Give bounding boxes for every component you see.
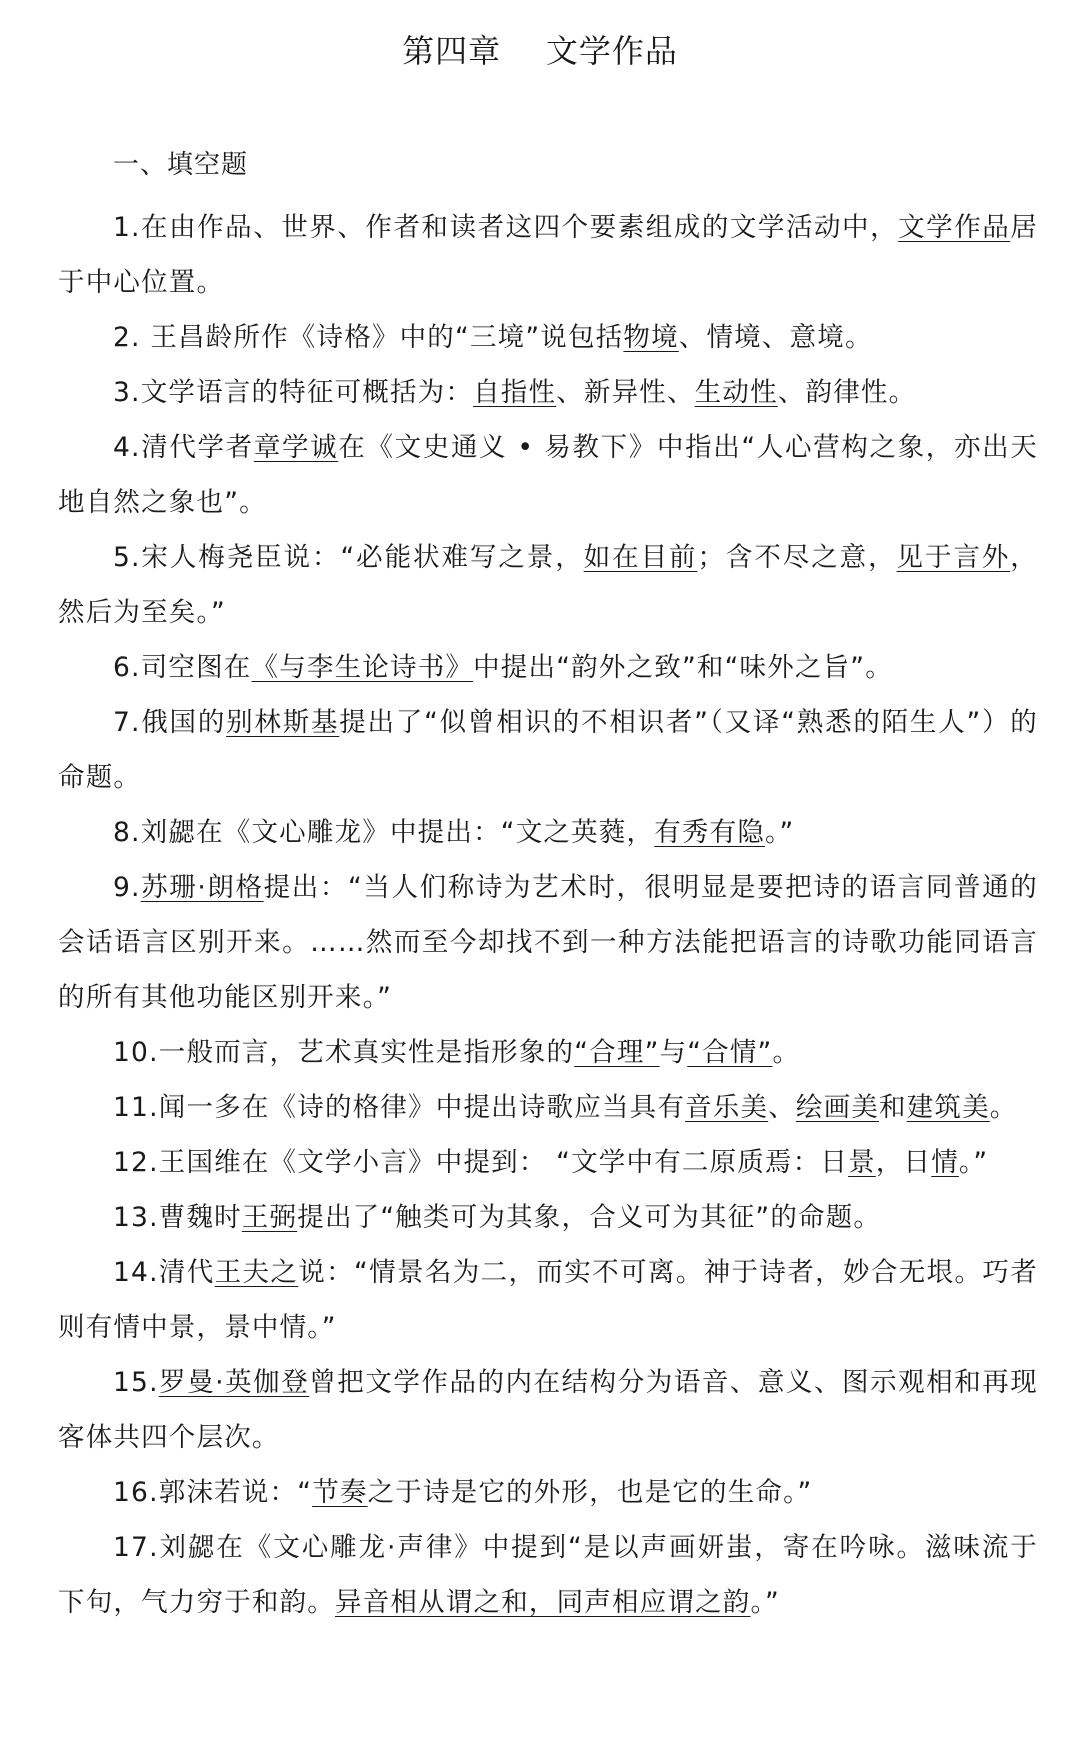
question-text: 提出了“触类可为其象，合义可为其征”的命题。: [297, 1202, 882, 1233]
question-text: 郭沫若说：“: [158, 1477, 313, 1508]
question-item: [58, 805, 1038, 860]
question-list: [58, 200, 1038, 1630]
question-item: [58, 420, 1038, 530]
question-number: 3.: [113, 377, 141, 408]
answer-blank: 苏珊·朗格: [140, 872, 264, 903]
question-number: 17.: [113, 1532, 159, 1563]
question-text: 一般而言，艺术真实性是指形象的: [158, 1037, 575, 1068]
question-text: 清代: [158, 1257, 215, 1288]
question-item: [58, 1190, 1038, 1245]
question-item: [58, 1135, 1038, 1190]
answer-blank: 《与李生论诗书》: [251, 652, 474, 683]
answer-blank: 见于言外: [896, 542, 1011, 573]
question-number: 12.: [113, 1147, 159, 1178]
section-heading: 一、填空题: [113, 150, 249, 180]
answer-blank: 如在目前: [583, 542, 698, 573]
question-number: 11.: [113, 1092, 159, 1123]
question-text: 王国维在《文学小言》中提到： “文学中有二原质焉：日: [158, 1147, 849, 1178]
question-text: ，日: [875, 1147, 932, 1178]
question-text: 文学语言的特征可概括为：: [140, 377, 474, 408]
question-item: [58, 1025, 1038, 1080]
question-number: 14.: [113, 1257, 159, 1288]
question-item: [58, 530, 1038, 640]
question-text: 刘勰在《文心雕龙》中提出：“文之英蕤，: [140, 817, 655, 848]
question-text: 在由作品、世界、作者和读者这四个要素组成的文学活动中，: [140, 212, 899, 243]
question-text: 闻一多在《诗的格律》中提出诗歌应当具有: [158, 1092, 686, 1123]
question-text: 、: [768, 1092, 796, 1123]
question-text: 王昌龄所作《诗格》中的“三境”说包括: [150, 322, 624, 353]
question-text: 、韵律性。: [777, 377, 917, 408]
question-item: [58, 1520, 1038, 1630]
answer-blank: 异音相从谓之和，同声相应谓之韵: [335, 1587, 751, 1618]
question-text: 俄国的: [140, 707, 227, 738]
question-text: 与: [659, 1037, 688, 1068]
question-text: 。”: [958, 1147, 989, 1178]
question-text: 。: [989, 1092, 1018, 1123]
answer-blank: “合理”: [574, 1037, 660, 1068]
question-text: 和: [878, 1092, 907, 1123]
chapter-title: 第四章 文学作品: [402, 32, 678, 70]
question-text: ；含不尽之意，: [697, 542, 897, 573]
question-item: [58, 1355, 1038, 1465]
question-text: ，然后为至矣。”: [58, 542, 1038, 628]
question-item: [58, 640, 1038, 695]
question-text: 、情境、意境。: [678, 322, 873, 353]
answer-blank: 音乐美: [685, 1092, 769, 1123]
question-text: 、新异性、: [556, 377, 695, 408]
answer-blank: 生动性: [694, 377, 778, 408]
question-item: [58, 695, 1038, 805]
answer-blank: 王弼: [241, 1202, 298, 1233]
answer-blank: 情: [931, 1147, 959, 1178]
question-text: 清代学者: [140, 432, 254, 463]
question-number: 5.: [113, 542, 141, 573]
answer-blank: 物境: [623, 322, 679, 353]
question-item: [58, 1465, 1038, 1520]
question-text: 中提出“韵外之致”和“味外之旨”。: [473, 652, 893, 683]
question-text: 曾把文学作品的内在结构分为语音、意义、图示观相和再现客体共四个层次。: [58, 1367, 1038, 1453]
question-text: 刘勰在《文心雕龙·声律》中提到“是以声画妍蚩，寄在吟咏。滋味流于下句，气力穷于和韵。: [58, 1532, 1038, 1618]
question-item: [58, 200, 1038, 310]
question-text: 居于中心位置。: [58, 212, 1038, 298]
question-item: [58, 1080, 1038, 1135]
question-item: [58, 365, 1038, 420]
answer-blank: 景: [848, 1147, 876, 1178]
answer-blank: 建筑美: [906, 1092, 990, 1123]
question-text: 提出了“似曾相识的不相识者”（又译“熟悉的陌生人”）的命题。: [58, 707, 1038, 793]
answer-blank: 有秀有隐: [654, 817, 766, 848]
answer-blank: 文学作品: [898, 212, 1011, 243]
question-text: 提出：“当人们称诗为艺术时，很明显是要把诗的语言同普通的会话语言区别开来。……然而至今却找不到一种方法能把语言的诗歌功能同语言的所有其他功能区别开来。”: [58, 872, 1038, 1013]
answer-blank: 王夫之: [214, 1257, 299, 1288]
question-number: 2.: [113, 322, 151, 353]
question-text: 之于诗是它的外形，也是它的生命。”: [367, 1477, 813, 1508]
question-number: 10.: [113, 1037, 159, 1068]
question-text: 曹魏时: [158, 1202, 242, 1233]
question-text: 说：“情景名为二，而实不可离。神于诗者，妙合无垠。巧者则有情中景，景中情。”: [58, 1257, 1038, 1343]
question-number: 15.: [113, 1367, 159, 1398]
question-number: 7.: [113, 707, 141, 738]
question-number: 9.: [113, 872, 141, 903]
question-number: 1.: [113, 212, 141, 243]
question-text: 宋人梅尧臣说：“必能状难写之景，: [140, 542, 584, 573]
answer-blank: 绘画美: [795, 1092, 879, 1123]
question-item: [58, 1245, 1038, 1355]
question-text: 司空图在: [140, 652, 252, 683]
question-item: [58, 310, 1038, 365]
question-number: 13.: [113, 1202, 159, 1233]
question-number: 6.: [113, 652, 141, 683]
question-number: 4.: [113, 432, 141, 463]
answer-blank: “合情”: [687, 1037, 773, 1068]
question-number: 8.: [113, 817, 141, 848]
question-text: 。”: [750, 1587, 780, 1618]
answer-blank: 别林斯基: [226, 707, 340, 738]
answer-blank: 章学诚: [253, 432, 339, 463]
question-text: 。”: [765, 817, 795, 848]
answer-blank: 自指性: [473, 377, 557, 408]
question-item: [58, 860, 1038, 1025]
answer-blank: 节奏: [312, 1477, 368, 1508]
question-text: 在《文史通义 • 易教下》中指出“人心营构之象，亦出天地自然之象也”。: [58, 432, 1038, 518]
question-number: 16.: [113, 1477, 159, 1508]
question-text: 。: [772, 1037, 801, 1068]
answer-blank: 罗曼·英伽登: [158, 1367, 310, 1398]
